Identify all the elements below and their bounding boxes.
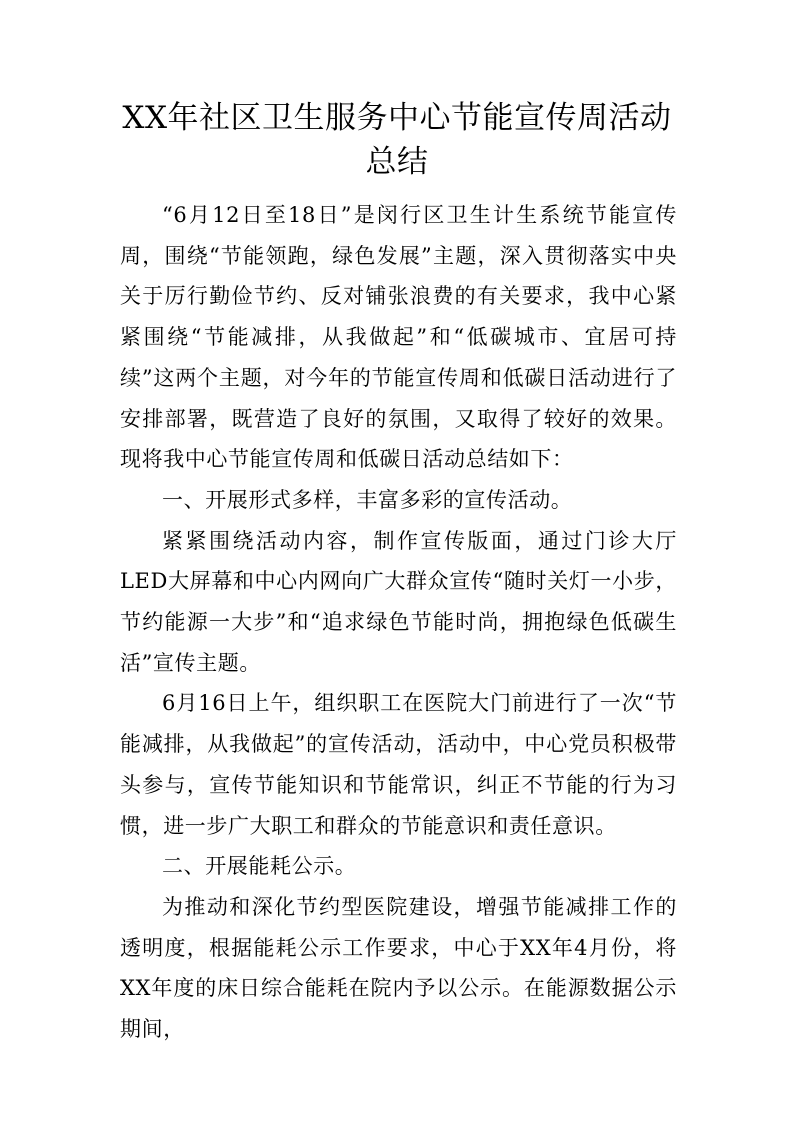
document-body [120,195,677,1050]
section-1-heading: 一、开展形式多样，丰富多彩的宣传活动。 [162,487,573,512]
document-title: XX年社区卫生服务中心节能宣传周活动总结 [122,100,672,180]
section-1-paragraph-1: 紧紧围绕活动内容，制作宣传版面，通过门诊大厅LED大屏幕和中心内网向广大群众宣传“随时关灯一小步，节约能源一大步”和“追求绿色节能时尚，拥抱绿色低碳生活”宣传主题。 [120,528,677,675]
section-2-paragraph-1: 为推动和深化节约型医院建设，增强节能减排工作的透明度，根据能耗公示工作要求，中心于XX年4月份，将XX年度的床日综合能耗在院内予以公示。在能源数据公示期间， [120,894,677,1042]
intro-paragraph: “6月12日至18日”是闵行区卫生计生系统节能宣传周，围绕“节能领跑，绿色发展”主题，深入贯彻落实中央关于厉行勤俭节约、反对铺张浪费的有关要求，我中心紧紧围绕“节能减排，从我做起”和“低碳城市、宜居可持续”这两个主题，对今年的节能宣传周和低碳日活动进行了安排部署，既营造了良好的氛围，又取得了较好的效果。现将我中心节能宣传周和低碳日活动总结如下： [120,203,677,472]
section-1-paragraph-2: 6月16日上午，组织职工在医院大门前进行了一次“节能减排，从我做起”的宣传活动，活动中，中心党员积极带头参与，宣传节能知识和节能常识，纠正不节能的行为习惯，进一步广大职工和群众的节能意识和责任意识。 [120,691,677,838]
section-2-heading: 二、开展能耗公示。 [162,854,357,879]
